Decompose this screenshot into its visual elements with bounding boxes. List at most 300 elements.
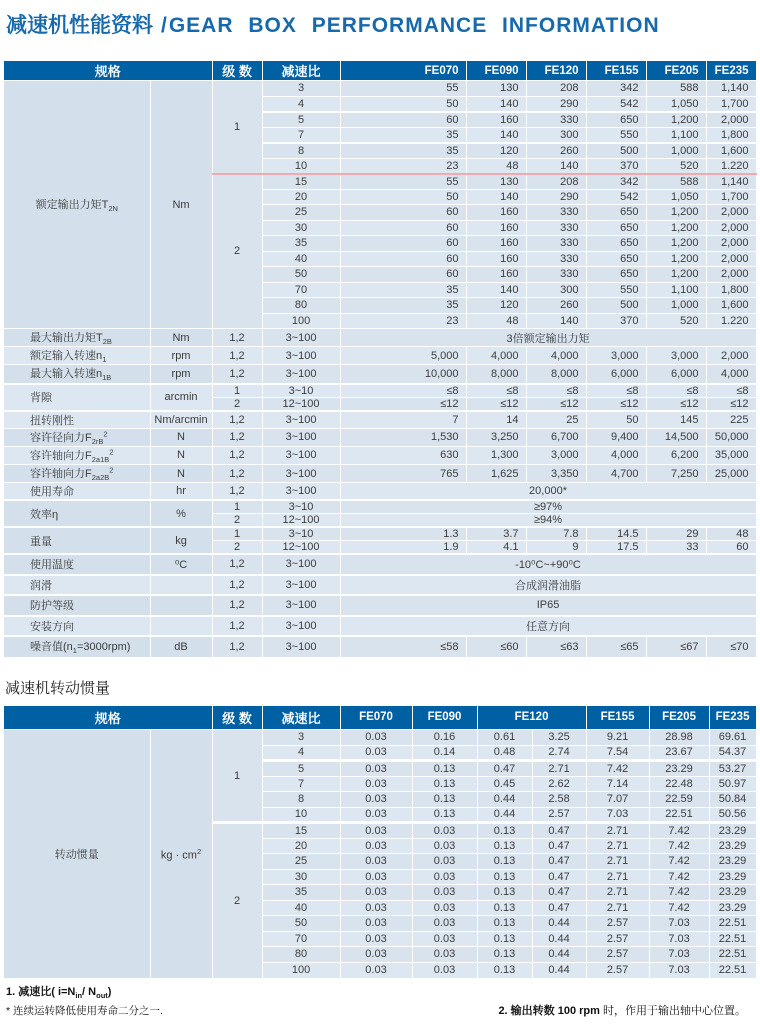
value-cell: 0.13: [477, 931, 532, 947]
value-cell: 0.03: [340, 947, 412, 963]
value-cell: 7.03: [649, 916, 709, 932]
spec-row-noise: [4, 636, 756, 657]
value-cell: 0.03: [412, 916, 477, 932]
value-cell: 300: [526, 127, 586, 143]
value-cell: 2.57: [586, 947, 649, 963]
value-cell: 520: [646, 158, 706, 174]
value-cell: 14,500: [646, 428, 706, 446]
value-cell: 650: [586, 236, 646, 252]
spec-label: 重量: [4, 527, 150, 554]
value-cell: 0.48: [477, 745, 532, 761]
value-cell: 7.42: [649, 869, 709, 885]
value-cell: 130: [466, 174, 526, 190]
value-cell: 25: [526, 411, 586, 429]
value-cell: 0.13: [412, 776, 477, 792]
value-cell: 55: [340, 81, 466, 97]
value-cell: 2,000: [706, 112, 756, 128]
value-cell: 4.1: [466, 541, 526, 555]
value-cell: 0.13: [412, 792, 477, 808]
unit-cell: rpm: [150, 347, 212, 365]
value-cell: 1,200: [646, 236, 706, 252]
page-title-en: GEAR BOX PERFORMANCE INFORMATION: [168, 14, 660, 37]
value-cell: 0.13: [477, 900, 532, 916]
value-cell: 650: [586, 112, 646, 128]
value-cell: 22.51: [709, 931, 756, 947]
value-cell: 520: [646, 313, 706, 329]
value-cell: 1,200: [646, 112, 706, 128]
value-cell: 0.13: [477, 869, 532, 885]
value-cell: 140: [466, 96, 526, 112]
unit-cell: [150, 575, 212, 596]
footnote-life-note: * 连续运转降低使用寿命二分之一.: [6, 1004, 163, 1017]
spec-label: 容许轴向力$F_{2a1B}^2$: [4, 446, 150, 464]
value-cell: 22.51: [649, 807, 709, 823]
value-cell: 50.84: [709, 792, 756, 808]
inertia-table: [4, 706, 757, 978]
value-cell: 0.13: [477, 885, 532, 901]
stage-cell: 2: [212, 514, 262, 528]
value-cell: 7.54: [586, 745, 649, 761]
value-cell: 300: [526, 282, 586, 298]
value-cell: 0.47: [532, 869, 586, 885]
performance-table: [4, 61, 757, 657]
value-cell: 4,000: [526, 347, 586, 365]
unit-cell: rpm: [150, 365, 212, 384]
value-cell: 53.27: [709, 761, 756, 777]
value-cell: ≤70: [706, 636, 756, 657]
value-cell: 0.03: [340, 776, 412, 792]
spec-label: 使用温度: [4, 554, 150, 575]
value-cell: 588: [646, 81, 706, 97]
ratio-cell: 12~100: [262, 397, 340, 411]
value-cell: 1,000: [646, 298, 706, 314]
value-cell: 50: [340, 189, 466, 205]
ratio-cell: 4: [262, 96, 340, 112]
value-cell: 2.57: [532, 807, 586, 823]
unit-cell: N: [150, 428, 212, 446]
value-cell: 35: [340, 127, 466, 143]
value-cell: ≤12: [340, 397, 466, 411]
value-cell: 2.57: [586, 931, 649, 947]
value-cell: 29: [646, 527, 706, 541]
value-cell: 14.5: [586, 527, 646, 541]
value-cell: 48: [466, 313, 526, 329]
spec-label: 噪音值$(n_1=3000rpm)$: [4, 636, 150, 657]
column-header-model-fe205: FE205: [649, 706, 709, 730]
value-cell: 8,000: [526, 365, 586, 384]
value-cell: 1,200: [646, 251, 706, 267]
value-cell: 2.71: [586, 869, 649, 885]
value-cell: 23.29: [709, 838, 756, 854]
value-cell: 0.13: [477, 916, 532, 932]
span-value-cell: ≥97%: [340, 500, 756, 514]
column-header-ratio: 减速比: [262, 706, 340, 730]
column-header-model-fe070: FE070: [340, 61, 466, 81]
value-cell: 330: [526, 220, 586, 236]
value-cell: 0.13: [477, 823, 532, 839]
value-cell: 290: [526, 96, 586, 112]
value-cell: ≤8: [340, 384, 466, 398]
footnote-output-speed-note: 2. 输出转数 100 rpm 时，作用于输出轴中心位置。: [498, 1004, 746, 1017]
spec-label: 容许轴向力$F_{2a2B}^2$: [4, 464, 150, 482]
value-cell: 23.29: [709, 885, 756, 901]
value-cell: 0.45: [477, 776, 532, 792]
value-cell: 145: [646, 411, 706, 429]
value-cell: 7.42: [586, 761, 649, 777]
value-cell: 0.03: [340, 962, 412, 978]
value-cell: 0.03: [340, 761, 412, 777]
value-cell: 7,250: [646, 464, 706, 482]
ratio-cell: 3~100: [262, 636, 340, 657]
value-cell: 8,000: [466, 365, 526, 384]
value-cell: 0.03: [340, 931, 412, 947]
value-cell: 0.14: [412, 745, 477, 761]
value-cell: 0.03: [340, 792, 412, 808]
value-cell: 2,000: [706, 236, 756, 252]
stage-cell: 1: [212, 81, 262, 174]
stage-cell: 1,2: [212, 446, 262, 464]
spec-row-rated-input-speed: [4, 347, 756, 365]
value-cell: ≤12: [646, 397, 706, 411]
value-cell: 2.74: [532, 745, 586, 761]
value-cell: 33: [646, 541, 706, 555]
value-cell: 28.98: [649, 730, 709, 746]
stage-cell: 1,2: [212, 365, 262, 384]
stage-cell: 1: [212, 500, 262, 514]
value-cell: 500: [586, 298, 646, 314]
spec-row-temperature: [4, 554, 756, 575]
value-cell: 0.13: [477, 854, 532, 870]
value-cell: 1,700: [706, 96, 756, 112]
footnote-ratio-definition: 1. 减速比( $i=N_{in}/$ $N_{out}$): [6, 985, 112, 1000]
value-cell: 260: [526, 143, 586, 159]
column-header-model-fe090: FE090: [412, 706, 477, 730]
value-cell: 2.71: [586, 823, 649, 839]
value-cell: 160: [466, 205, 526, 221]
value-cell: 7.03: [649, 962, 709, 978]
value-cell: 0.03: [412, 838, 477, 854]
ratio-cell: 7: [262, 776, 340, 792]
value-cell: 60: [340, 205, 466, 221]
value-cell: 140: [466, 189, 526, 205]
value-cell: 2.71: [586, 838, 649, 854]
spec-label: 润滑: [4, 575, 150, 596]
value-cell: 550: [586, 127, 646, 143]
spec-row-efficiency-1: [4, 500, 756, 514]
value-cell: 542: [586, 96, 646, 112]
value-cell: 3.25: [532, 730, 586, 746]
value-cell: 1,000: [646, 143, 706, 159]
table-row: [4, 81, 756, 97]
value-cell: 0.13: [477, 947, 532, 963]
value-cell: 0.03: [340, 916, 412, 932]
span-value-cell: ≥94%: [340, 514, 756, 528]
value-cell: 60: [706, 541, 756, 555]
value-cell: 17.5: [586, 541, 646, 555]
value-cell: 0.03: [412, 823, 477, 839]
ratio-cell: 4: [262, 745, 340, 761]
stage-cell: 1,2: [212, 329, 262, 347]
stage-cell: 1,2: [212, 347, 262, 365]
table1-header-row: [4, 61, 756, 81]
value-cell: 0.47: [532, 900, 586, 916]
spec-row-axial-force-2: [4, 464, 756, 482]
value-cell: 22.51: [709, 916, 756, 932]
value-cell: 7: [340, 411, 466, 429]
spec-label: 容许径向力$F_{2rB}^2$: [4, 428, 150, 446]
spec-label: 最大输出力矩$T_{2B}$: [4, 329, 150, 347]
value-cell: 0.03: [340, 838, 412, 854]
column-header-model-fe235: FE235: [706, 61, 756, 81]
value-cell: 0.03: [340, 730, 412, 746]
value-cell: 60: [340, 112, 466, 128]
value-cell: 330: [526, 251, 586, 267]
value-cell: 2,000: [706, 347, 756, 365]
value-cell: 0.44: [532, 916, 586, 932]
ratio-cell: 3~100: [262, 347, 340, 365]
value-cell: 0.03: [412, 885, 477, 901]
value-cell: 650: [586, 220, 646, 236]
value-cell: 330: [526, 205, 586, 221]
unit-cell: N: [150, 446, 212, 464]
stage-cell: 1,2: [212, 411, 262, 429]
value-cell: 2.71: [532, 761, 586, 777]
value-cell: 1.3: [340, 527, 466, 541]
value-cell: 370: [586, 158, 646, 174]
value-cell: 330: [526, 267, 586, 283]
value-cell: ≤8: [646, 384, 706, 398]
column-header-model-fe235: FE235: [709, 706, 756, 730]
value-cell: 2.62: [532, 776, 586, 792]
value-cell: 4,700: [586, 464, 646, 482]
column-header-stages: 级 数: [212, 706, 262, 730]
value-cell: 130: [466, 81, 526, 97]
column-header-model-fe155: FE155: [586, 61, 646, 81]
value-cell: 0.44: [532, 962, 586, 978]
column-header-ratio: 减速比: [262, 61, 340, 81]
value-cell: 0.03: [412, 947, 477, 963]
value-cell: ≤8: [466, 384, 526, 398]
value-cell: ≤12: [466, 397, 526, 411]
ratio-cell: 30: [262, 869, 340, 885]
stage-cell: 1,2: [212, 616, 262, 637]
value-cell: 60: [340, 251, 466, 267]
value-cell: 588: [646, 174, 706, 190]
value-cell: 1,050: [646, 96, 706, 112]
unit-cell: arcmin: [150, 384, 212, 411]
value-cell: 35: [340, 143, 466, 159]
value-cell: 1,530: [340, 428, 466, 446]
value-cell: 1,100: [646, 282, 706, 298]
unit-cell: N: [150, 464, 212, 482]
value-cell: 23.29: [709, 854, 756, 870]
spec-row-service-life: [4, 483, 756, 501]
value-cell: 23.29: [649, 761, 709, 777]
value-cell: 1,800: [706, 282, 756, 298]
ratio-cell: 5: [262, 112, 340, 128]
column-header-spec: 规格: [4, 706, 212, 730]
value-cell: 23.29: [709, 823, 756, 839]
span-value-cell: -10⁰C~+90⁰C: [340, 554, 756, 575]
value-cell: 0.44: [532, 931, 586, 947]
spec-row-max-input-speed: [4, 365, 756, 384]
value-cell: 0.61: [477, 730, 532, 746]
value-cell: 69.61: [709, 730, 756, 746]
ratio-cell: 15: [262, 174, 340, 190]
value-cell: 7.03: [586, 807, 649, 823]
ratio-cell: 3~100: [262, 428, 340, 446]
column-header-spec: 规格: [4, 61, 212, 81]
value-cell: 0.47: [532, 885, 586, 901]
ratio-cell: 3~10: [262, 527, 340, 541]
column-header-model-fe120: FE120: [477, 706, 586, 730]
value-cell: 50: [340, 96, 466, 112]
spec-row-weight-1: [4, 527, 756, 541]
value-cell: 4,000: [586, 446, 646, 464]
column-header-model-fe090: FE090: [466, 61, 526, 81]
value-cell: ≤63: [526, 636, 586, 657]
ratio-cell: 40: [262, 251, 340, 267]
stage-cell: 2: [212, 541, 262, 555]
ratio-cell: 15: [262, 823, 340, 839]
value-cell: 60: [340, 267, 466, 283]
value-cell: 0.03: [412, 931, 477, 947]
column-header-stages: 级 数: [212, 61, 262, 81]
stage-cell: 1,2: [212, 575, 262, 596]
spec-label: 安装方向: [4, 616, 150, 637]
value-cell: 0.44: [532, 947, 586, 963]
unit-cell: hr: [150, 483, 212, 501]
ratio-cell: 3~100: [262, 464, 340, 482]
value-cell: 542: [586, 189, 646, 205]
value-cell: 0.13: [477, 838, 532, 854]
ratio-cell: 3~10: [262, 384, 340, 398]
value-cell: 2,000: [706, 205, 756, 221]
value-cell: 2.71: [586, 885, 649, 901]
value-cell: 0.03: [340, 823, 412, 839]
value-cell: 120: [466, 298, 526, 314]
value-cell: 0.03: [412, 900, 477, 916]
value-cell: 7.03: [649, 947, 709, 963]
spec-row-max-torque: [4, 329, 756, 347]
spec-label: 额定输入转速$n_1$: [4, 347, 150, 365]
value-cell: 2.58: [532, 792, 586, 808]
value-cell: 50.56: [709, 807, 756, 823]
value-cell: 1,140: [706, 81, 756, 97]
ratio-cell: 100: [262, 313, 340, 329]
spec-row-protection: [4, 595, 756, 616]
ratio-cell: 50: [262, 267, 340, 283]
value-cell: 1.220: [706, 313, 756, 329]
value-cell: 1,100: [646, 127, 706, 143]
page-title-separator: /: [161, 14, 167, 37]
stage-cell: 1,2: [212, 554, 262, 575]
value-cell: 208: [526, 174, 586, 190]
unit-cell: %: [150, 500, 212, 527]
unit-cell: ⁰C: [150, 554, 212, 575]
value-cell: 342: [586, 174, 646, 190]
table-row: [4, 730, 756, 746]
value-cell: 7.42: [649, 823, 709, 839]
spec-label: 防护等级: [4, 595, 150, 616]
value-cell: 23.29: [709, 900, 756, 916]
value-cell: 22.51: [709, 962, 756, 978]
spec-label: 效率η: [4, 500, 150, 527]
spec-row-mounting: [4, 616, 756, 637]
ratio-cell: 10: [262, 158, 340, 174]
spec-row-axial-force-1: [4, 446, 756, 464]
value-cell: 60: [340, 236, 466, 252]
value-cell: 1,600: [706, 298, 756, 314]
spec-row-lubrication: [4, 575, 756, 596]
ratio-cell: 10: [262, 807, 340, 823]
value-cell: 650: [586, 267, 646, 283]
value-cell: 9,400: [586, 428, 646, 446]
stage-cell: 1: [212, 384, 262, 398]
value-cell: ≤12: [526, 397, 586, 411]
stage-cell: 1,2: [212, 483, 262, 501]
ratio-cell: 3~100: [262, 554, 340, 575]
value-cell: 2.57: [586, 916, 649, 932]
stage-cell: 1: [212, 730, 262, 823]
value-cell: 5,000: [340, 347, 466, 365]
value-cell: 3,250: [466, 428, 526, 446]
value-cell: 0.03: [412, 854, 477, 870]
value-cell: 48: [706, 527, 756, 541]
value-cell: 550: [586, 282, 646, 298]
value-cell: 0.44: [477, 792, 532, 808]
ratio-cell: 80: [262, 298, 340, 314]
stage-cell: 1: [212, 527, 262, 541]
value-cell: 0.03: [340, 900, 412, 916]
value-cell: 1,200: [646, 220, 706, 236]
unit-cell: kg · $cm^2$: [150, 730, 212, 978]
spec-label: 使用寿命: [4, 483, 150, 501]
value-cell: ≤12: [706, 397, 756, 411]
column-header-model-fe205: FE205: [646, 61, 706, 81]
value-cell: 4,000: [466, 347, 526, 365]
value-cell: 6,000: [646, 365, 706, 384]
ratio-cell: 30: [262, 220, 340, 236]
page-title-zh: 减速机性能资料: [6, 14, 153, 37]
value-cell: 1,700: [706, 189, 756, 205]
value-cell: 0.13: [412, 761, 477, 777]
value-cell: 0.47: [532, 823, 586, 839]
ratio-cell: 3~100: [262, 411, 340, 429]
value-cell: 765: [340, 464, 466, 482]
stage-cell: 2: [212, 174, 262, 329]
value-cell: 120: [466, 143, 526, 159]
stage-cell: 1,2: [212, 595, 262, 616]
value-cell: 14: [466, 411, 526, 429]
value-cell: 160: [466, 220, 526, 236]
ratio-cell: 25: [262, 205, 340, 221]
value-cell: 0.47: [532, 838, 586, 854]
value-cell: 50,000: [706, 428, 756, 446]
ratio-cell: 3~100: [262, 483, 340, 501]
ratio-cell: 40: [262, 900, 340, 916]
value-cell: 3.7: [466, 527, 526, 541]
ratio-cell: 3~100: [262, 616, 340, 637]
value-cell: 4,000: [706, 365, 756, 384]
value-cell: 54.37: [709, 745, 756, 761]
value-cell: 50: [586, 411, 646, 429]
value-cell: 2.71: [586, 854, 649, 870]
spec-row-radial-force: [4, 428, 756, 446]
value-cell: 140: [466, 127, 526, 143]
unit-cell: Nm: [150, 81, 212, 329]
ratio-cell: 35: [262, 885, 340, 901]
